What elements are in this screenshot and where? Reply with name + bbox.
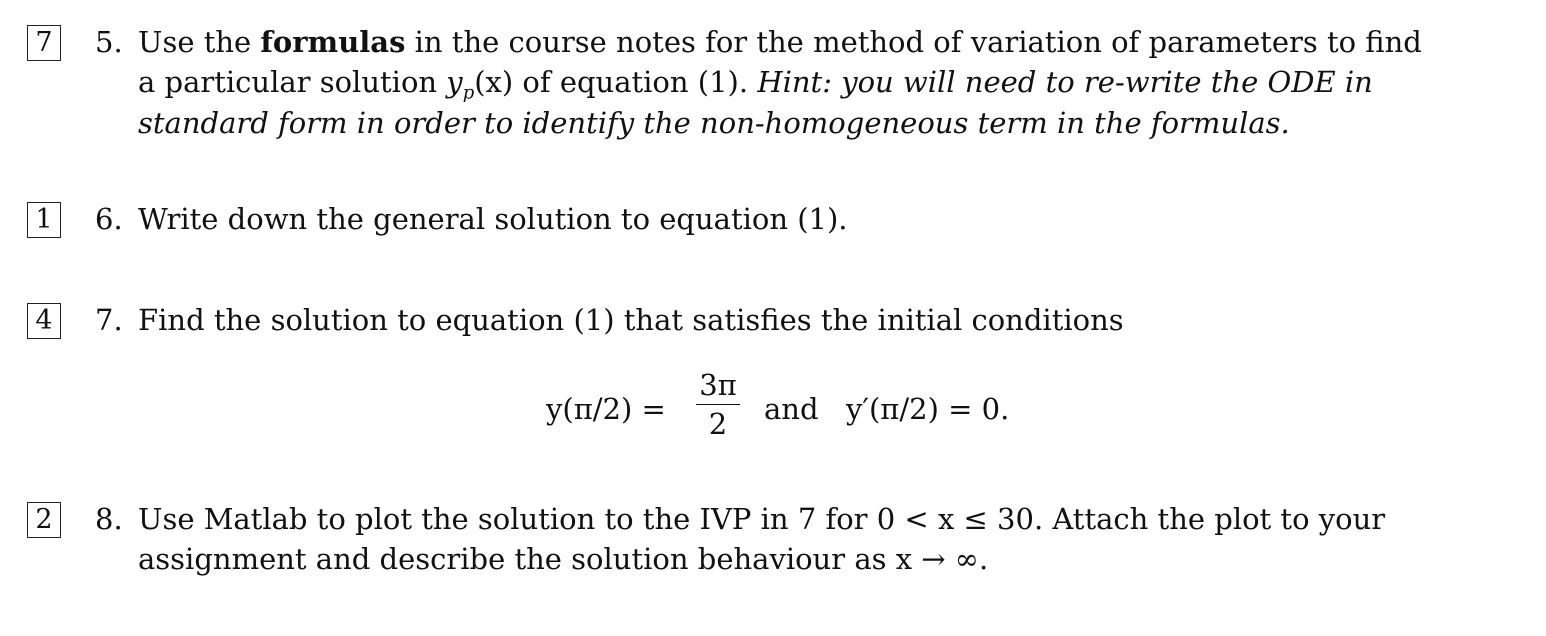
equation-rhs: y′(π/2) = 0. bbox=[846, 392, 1010, 426]
marks-box-problem-8: 2 bbox=[27, 502, 61, 538]
problem-5-line-1 bbox=[138, 25, 1422, 59]
problem-7-line-1: Find the solution to equation (1) that satisfies the initial conditions bbox=[138, 303, 1124, 337]
marks-box-problem-5: 7 bbox=[27, 25, 61, 61]
marks-box-problem-7: 4 bbox=[27, 303, 61, 339]
problem-8-line-2: assignment and describe the solution behaviour as x → ∞. bbox=[138, 542, 989, 576]
problem-5-text: Use the bbox=[138, 25, 261, 59]
fraction-bar bbox=[696, 404, 740, 405]
problem-number-8: 8. bbox=[95, 502, 123, 536]
yp-symbol: y bbox=[446, 65, 463, 99]
problem-8-line-1: Use Matlab to plot the solution to the IVP in 7 for 0 < x ≤ 30. Attach the plot to your bbox=[138, 502, 1386, 536]
problem-6-line-1: Write down the general solution to equation (1). bbox=[138, 202, 848, 236]
yp-subscript: p bbox=[462, 82, 475, 104]
equation-and: and bbox=[764, 392, 819, 426]
fraction-3pi-over-2 bbox=[696, 368, 740, 441]
problem-5-text: in the course notes for the method of variation of parameters to find bbox=[405, 25, 1422, 59]
formulas-emphasis: formulas bbox=[260, 25, 406, 59]
problem-number-7: 7. bbox=[95, 303, 123, 337]
marks-box-problem-6: 1 bbox=[27, 202, 61, 238]
problem-number-5: 5. bbox=[95, 25, 123, 59]
problem-5-text: a particular solution bbox=[138, 65, 447, 99]
problem-5-line-2 bbox=[138, 65, 1373, 103]
fraction-numerator: 3π bbox=[699, 368, 737, 402]
problem-5-text: (x) of equation (1). bbox=[474, 65, 758, 99]
equation-lhs: y(π/2) = bbox=[546, 392, 666, 426]
hint-text: Hint: you will need to re-write the ODE in bbox=[757, 65, 1373, 99]
problem-5-line-3: standard form in order to identify the non-homogeneous term in the formulas. bbox=[138, 106, 1290, 140]
fraction-denominator: 2 bbox=[708, 407, 728, 441]
problem-number-6: 6. bbox=[95, 202, 123, 236]
